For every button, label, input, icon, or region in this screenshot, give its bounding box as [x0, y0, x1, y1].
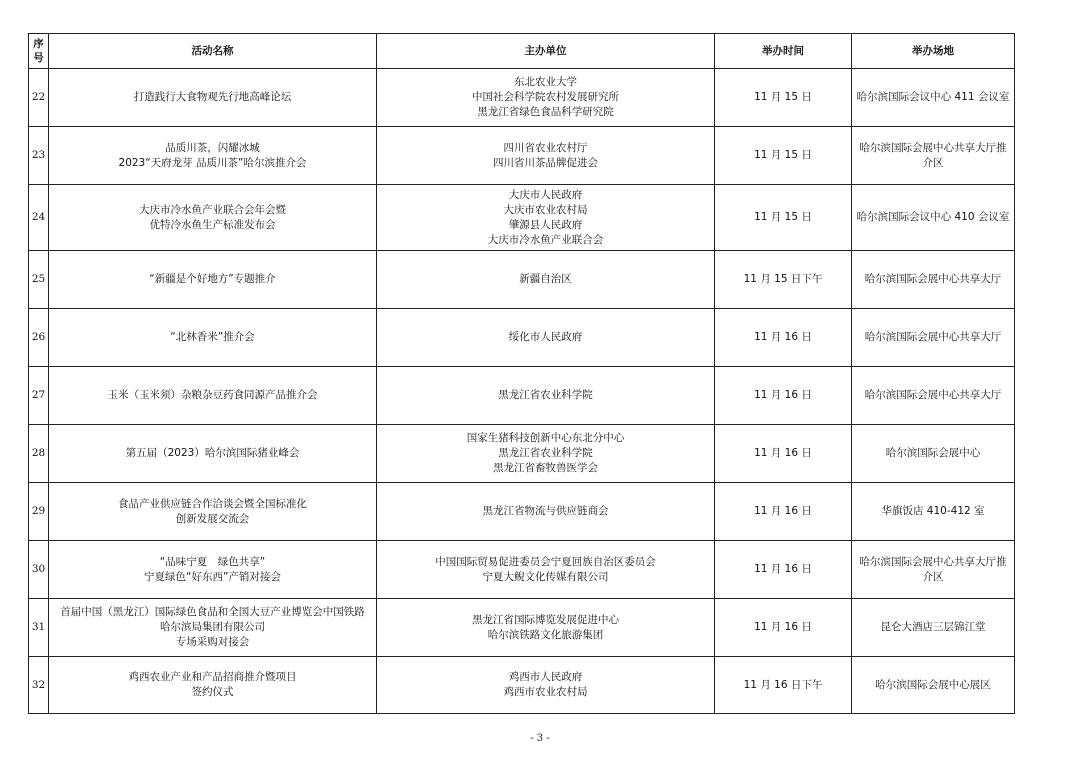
cell-line: 玉米（玉米须）杂粮杂豆药食同源产品推介会 — [107, 389, 318, 401]
header-venue: 举办场地 — [852, 34, 1015, 69]
cell-line: 黑龙江省农业科学院 — [498, 447, 593, 459]
cell-venue — [852, 69, 1015, 127]
cell-line: 首届中国（黑龙江）国际绿色食品和全国大豆产业博览会中国铁路 — [60, 606, 365, 618]
cell-activity-name — [49, 69, 377, 127]
cell-line: 黑龙江省畜牧兽医学会 — [493, 462, 598, 474]
cell-time: 11 月 15 日 — [715, 127, 852, 185]
cell-organizer — [377, 367, 715, 425]
header-row — [29, 34, 1015, 69]
cell-seq: 23 — [29, 127, 49, 185]
cell-line: 国家生猪科技创新中心东北分中心 — [466, 432, 625, 444]
table-row — [29, 251, 1015, 309]
cell-activity-name — [49, 657, 377, 714]
cell-organizer — [377, 599, 715, 657]
table-row — [29, 69, 1015, 127]
cell-venue — [852, 425, 1015, 483]
cell-activity-name — [49, 541, 377, 599]
cell-line: 哈尔滨局集团有限公司 — [160, 621, 265, 633]
cell-time: 11 月 16 日 — [715, 483, 852, 541]
cell-line: “北林香米”推介会 — [170, 331, 255, 343]
cell-line: 昆仑大酒店三层锦江堂 — [880, 621, 986, 633]
cell-seq: 24 — [29, 185, 49, 251]
cell-organizer — [377, 483, 715, 541]
cell-venue — [852, 367, 1015, 425]
table-header — [29, 34, 1015, 69]
table-row — [29, 483, 1015, 541]
cell-line: 哈尔滨国际会展中心 — [885, 447, 981, 459]
cell-organizer — [377, 309, 715, 367]
cell-activity-name — [49, 599, 377, 657]
cell-line: 品质川茶，闪耀冰城 — [165, 141, 260, 154]
cell-venue — [852, 185, 1015, 251]
cell-line: 大庆市农业农村局 — [503, 203, 588, 216]
cell-line: 东北农业大学 — [514, 76, 577, 88]
cell-seq: 30 — [29, 541, 49, 599]
cell-line: 四川省川茶品牌促进会 — [493, 156, 598, 169]
cell-line: 哈尔滨国际会展中心共享大厅 — [864, 389, 1002, 401]
cell-line: 鸡西市人民政府 — [508, 671, 583, 683]
cell-venue — [852, 541, 1015, 599]
cell-organizer — [377, 541, 715, 599]
cell-activity-name — [49, 309, 377, 367]
cell-line: 食品产业供应链合作洽谈会暨全国标准化 — [118, 497, 307, 510]
cell-line: 新疆自治区 — [519, 273, 572, 285]
cell-line: 打造践行大食物观先行地高峰论坛 — [133, 91, 292, 103]
cell-venue — [852, 657, 1015, 714]
cell-line: 宁夏绿色“好东西”产销对接会 — [144, 570, 281, 583]
cell-line: 黑龙江省农业科学院 — [498, 389, 593, 401]
cell-seq: 29 — [29, 483, 49, 541]
table-body — [29, 69, 1015, 714]
cell-line: 四川省农业农村厅 — [503, 141, 588, 154]
cell-venue — [852, 483, 1015, 541]
cell-venue — [852, 127, 1015, 185]
cell-activity-name — [49, 185, 377, 251]
table-row — [29, 541, 1015, 599]
cell-line: 肇源县人民政府 — [508, 218, 583, 231]
cell-activity-name — [49, 367, 377, 425]
cell-line: 哈尔滨国际会议中心 410 会议室 — [856, 211, 1010, 223]
activity-table — [28, 33, 1015, 714]
cell-time: 11 月 16 日 — [715, 367, 852, 425]
cell-organizer — [377, 127, 715, 185]
table-row — [29, 185, 1015, 251]
table-row — [29, 127, 1015, 185]
cell-venue — [852, 309, 1015, 367]
cell-line: 哈尔滨国际会展中心展区 — [875, 678, 991, 691]
cell-line: 哈尔滨国际会展中心共享大厅推介区 — [859, 141, 1007, 169]
cell-line: 黑龙江省国际博览发展促进中心 — [472, 613, 619, 626]
cell-line: 哈尔滨铁路文化旅游集团 — [487, 628, 604, 641]
cell-line: 第五届（2023）哈尔滨国际猪业峰会 — [125, 447, 300, 459]
cell-line: “新疆是个好地方”专题推介 — [149, 273, 276, 285]
cell-time: 11 月 15 日 — [715, 69, 852, 127]
table-row — [29, 599, 1015, 657]
header-seq: 序号 — [29, 34, 49, 69]
cell-activity-name — [49, 425, 377, 483]
cell-seq: 31 — [29, 599, 49, 657]
cell-line: 宁夏大鲵文化传媒有限公司 — [482, 570, 609, 583]
cell-line: 签约仪式 — [191, 686, 234, 698]
cell-time: 11 月 16 日 — [715, 541, 852, 599]
cell-time: 11 月 16 日下午 — [715, 657, 852, 714]
cell-seq: 22 — [29, 69, 49, 127]
cell-line: 哈尔滨国际会展中心共享大厅 — [864, 273, 1002, 285]
cell-seq: 26 — [29, 309, 49, 367]
header-activity-name: 活动名称 — [49, 34, 377, 69]
cell-line: 创新发展交流会 — [175, 512, 250, 525]
cell-line: 哈尔滨国际会展中心共享大厅推介区 — [859, 555, 1007, 583]
cell-activity-name — [49, 483, 377, 541]
cell-time: 11 月 16 日 — [715, 309, 852, 367]
cell-organizer — [377, 251, 715, 309]
cell-time: 11 月 16 日 — [715, 599, 852, 657]
cell-activity-name — [49, 251, 377, 309]
cell-time: 11 月 15 日 — [715, 185, 852, 251]
cell-line: 黑龙江省绿色食品科学研究院 — [477, 106, 614, 118]
cell-line: 2023“天府龙芽 品质川茶”哈尔滨推介会 — [118, 156, 307, 169]
cell-activity-name — [49, 127, 377, 185]
cell-venue — [852, 251, 1015, 309]
table-row — [29, 425, 1015, 483]
cell-line: 哈尔滨国际会议中心 411 会议室 — [856, 91, 1010, 103]
cell-line: “品味宁夏 绿色共享” — [159, 555, 266, 568]
cell-seq: 32 — [29, 657, 49, 714]
cell-line: 华旗饭店 410-412 室 — [881, 505, 985, 517]
cell-line: 中国国际贸易促进委员会宁夏回族自治区委员会 — [435, 555, 656, 568]
header-organizer: 主办单位 — [377, 34, 715, 69]
cell-line: 黑龙江省物流与供应链商会 — [482, 505, 609, 517]
cell-line: 绥化市人民政府 — [508, 331, 583, 343]
cell-line: 优特冷水鱼生产标准发布会 — [149, 218, 276, 231]
cell-time: 11 月 16 日 — [715, 425, 852, 483]
page-number: - 3 - — [530, 733, 550, 744]
table-row — [29, 657, 1015, 714]
cell-line: 鸡西市农业农村局 — [503, 686, 588, 698]
cell-time: 11 月 15 日下午 — [715, 251, 852, 309]
cell-organizer — [377, 185, 715, 251]
cell-line: 大庆市人民政府 — [508, 188, 583, 201]
cell-seq: 28 — [29, 425, 49, 483]
table-row — [29, 367, 1015, 425]
cell-organizer — [377, 657, 715, 714]
cell-organizer — [377, 425, 715, 483]
cell-organizer — [377, 69, 715, 127]
cell-venue — [852, 599, 1015, 657]
cell-line: 大庆市冷水鱼产业联合会年会暨 — [139, 203, 286, 216]
cell-line: 中国社会科学院农村发展研究所 — [472, 91, 619, 103]
cell-line: 专场采购对接会 — [175, 636, 250, 648]
cell-line: 哈尔滨国际会展中心共享大厅 — [864, 331, 1002, 343]
cell-line: 大庆市冷水鱼产业联合会 — [487, 233, 604, 246]
cell-seq: 27 — [29, 367, 49, 425]
header-time: 举办时间 — [715, 34, 852, 69]
cell-seq: 25 — [29, 251, 49, 309]
table-row — [29, 309, 1015, 367]
cell-line: 鸡西农业产业和产品招商推介暨项目 — [128, 671, 297, 683]
